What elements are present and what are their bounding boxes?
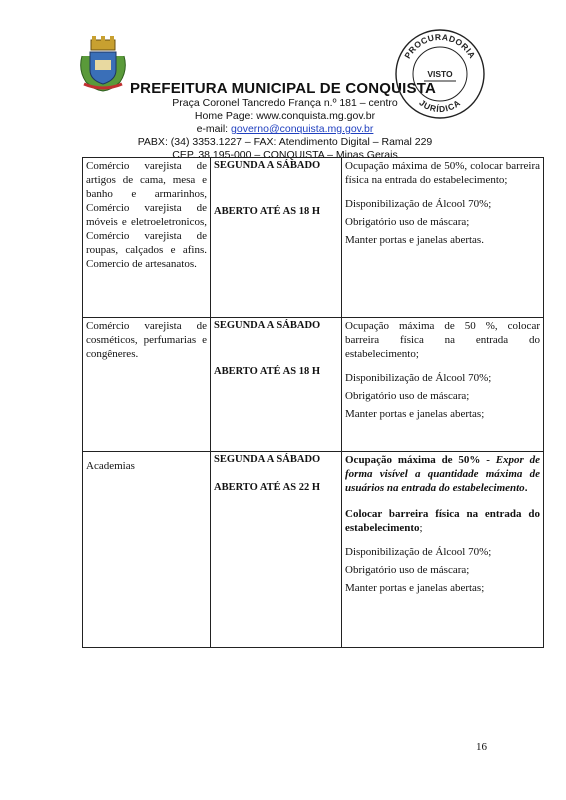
hours-text: ABERTO ATÉ AS 22 H [214,482,321,493]
page-title: PREFEITURA MUNICIPAL DE CONQUISTA [129,80,437,97]
measures-cell [342,158,544,318]
activity-cell: Comércio varejista de cosméticos, perfumarias e congêneres. [83,318,211,452]
measures-cell [342,452,544,648]
activity-cell [83,452,211,648]
page-number: 16 [476,741,487,753]
phone-line: PABX: (34) 3353.1227 – FAX: Atendimento Digital – Ramal 229 [137,136,433,148]
schedule-cell [211,318,342,452]
measures-cell [342,318,544,452]
measure-alcohol: Disponibilização de Álcool 70%; [345,546,492,558]
letterhead [0,0,566,160]
rules-table [82,157,544,648]
cep-line: CEP. 38.195-000 – CONQUISTA – Minas Gerais [172,149,398,161]
measure-mask: Obrigatório uso de máscara; [345,564,470,576]
svg-text:JURÍDICA [417,97,462,114]
table-row [83,158,544,318]
measure-ventilation: Manter portas e janelas abertas. [345,234,484,246]
hours-text: ABERTO ATÉ AS 18 H [214,366,321,377]
address-line: Praça Coronel Tancredo França n.º 181 – centro [172,97,398,109]
procuradoria-stamp [394,28,486,120]
days-text: SEGUNDA A SÁBADO [214,454,321,465]
days-text: SEGUNDA A SÁBADO [214,160,321,171]
stamp-bottom-text: JURÍDICA [417,97,463,115]
measure-alcohol: Disponibilização de Álcool 70%; [345,372,492,384]
activity-text: Academias [86,460,135,472]
measure-mask: Obrigatório uso de máscara; [345,390,470,402]
table-row [83,318,544,452]
occupancy-text: Ocupação máxima de 50%, colocar barreira física na entrada do estabelecimento; [345,160,540,186]
schedule-cell [211,158,342,318]
table-row [83,452,544,648]
stamp-top-text: PROCURADORIA [402,31,478,61]
stamp-middle-text: VISTO [427,69,453,79]
days-text: SEGUNDA A SÁBADO [214,320,321,331]
schedule-cell [211,452,342,648]
occupancy-text: Ocupação máxima de 50% - Expor de forma visível a quantidade máxima de usuários na entrada do estabelecimento. [345,454,541,494]
coat-of-arms-icon [78,34,128,92]
barrier-text: Colocar barreira física na entrada do estabelecimento; [345,508,540,534]
measure-mask: Obrigatório uso de máscara; [345,216,470,228]
email-link[interactable]: governo@conquista.mg.gov.br [231,123,374,135]
occupancy-text: Ocupação máxima de 50 %, colocar barreira física na entrada do estabelecimento; [345,320,540,360]
svg-text:PROCURADORIA [402,32,477,60]
email-line [100,123,470,136]
activity-cell: Comércio varejista de artigos de cama, mesa e banho e armarinhos, Comércio varejista de móveis e eletroeletronicos, Comércio varejista de roupas, calçados e afins. Comercio de artesanatos. [83,158,211,318]
email-label: e-mail: [196,123,232,135]
measure-alcohol: Disponibilização de Álcool 70%; [345,198,492,210]
measure-ventilation: Manter portas e janelas abertas; [345,582,485,594]
measure-ventilation: Manter portas e janelas abertas; [345,408,485,420]
homepage-line: Home Page: www.conquista.mg.gov.br [194,110,376,122]
hours-text: ABERTO ATÉ AS 18 H [214,206,321,217]
